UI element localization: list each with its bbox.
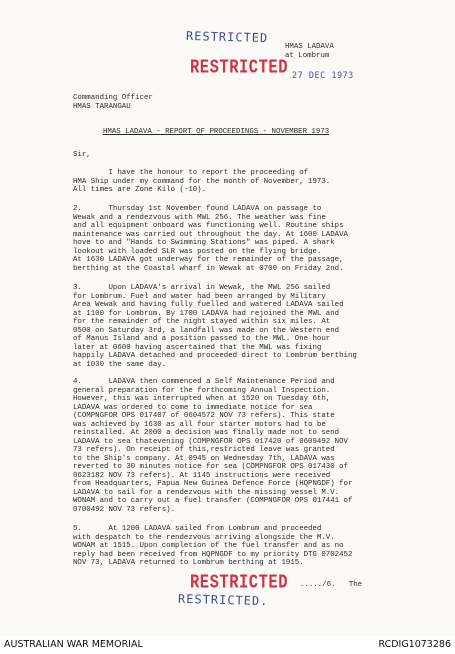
restricted-stamp-bottom-blue: RESTRICTED. [177, 591, 269, 609]
sender-location: at Lombrum [285, 52, 330, 60]
sender-ship: HMAS LADAVA [285, 43, 334, 51]
date-received-stamp: 27 DEC 1973 [292, 71, 354, 81]
paragraph-2: 2. Thursday 1st November found LADAVA on passage to Wewak and a rendezvous with MWL 256. The weather was fine and all equipment onboard was functioning well. Routine ships maintenance was carried out throughout the day. At 1600 LADAVA hove to and "Hands to Swimming Stations" was piped. A shark lookout with loaded SLR was posted on the flying bridge. At 1630 LADAVA got underway for the remainder of the passage, berthing at the Coastal wharf in Wewak at 0700 on Friday 2nd. [73, 205, 348, 273]
restricted-stamp-top-red: RESTRICTED [190, 56, 289, 79]
paragraph-4: 4. LADAVA then commenced a Self Maintenance Period and general preparation for the forthcoming Annual Inspection. However, this was interrupted when at 1520 on Tuesday 6th, LADAVA was ordered to come to immediate notice for sea (COMPNGFOR OPS 017407 of 0604572 NOV 73 refers). This state was achieved by 1630 as all four starter motors had to be reinstalled. At 2000 a decision was finally made not to send LADAVA to sea thatevening (COMPNGFOR OPS 017420 of 0609492 NOV 73 refers). On receipt of this,restricted leave was granted to the Ship's company. At 0945 on Wednesday 7th, LADAVA was reverted to 30 minutes notice for sea (COMPNGFOR OPS 017430 of 0623182 NOV 73 refers). At 1145 instructions were received from Headquarters, Papua New Guinea Defence Force (HQPNGDF) for LADAVA to sail for a rendezvous with the missing vessel M.V. WONAM and to carry out a fuel transfer (COMPNGFOR OPS 017441 of 0700492 NOV 73 refers). [73, 378, 353, 514]
salutation: Sir, [73, 151, 91, 159]
archive-footer [0, 636, 455, 654]
recipient-ship: HMAS TARANGAU [73, 103, 131, 111]
recipient-title: Commanding Officer [73, 94, 153, 102]
report-title: HMAS LADAVA - REPORT OF PROCEEDINGS - NOVEMBER 1973 [103, 128, 330, 136]
paragraph-5: 5. At 1200 LADAVA sailed from Lombrum and proceeded with despatch to the rendezvous arriving alongside the M.V. WONAM at 1515. Upon completion of the fuel transfer and as no reply had been received from HQPNGDF to my priority DTG 0702452 NOV 73, LADAVA returned to Lombrum berthing at 1915. [73, 525, 353, 567]
intro-paragraph: I have the honour to report the proceeding of HMA Ship under my command for the month of November, 1973. All times are Zone Kilo (-10). [73, 169, 331, 194]
restricted-stamp-top-blue: RESTRICTED [185, 28, 269, 46]
restricted-stamp-bottom-red: RESTRICTED [190, 571, 289, 594]
page-continuation: ...../6. The [300, 581, 363, 589]
archive-name: AUSTRALIAN WAR MEMORIAL [4, 639, 143, 650]
record-id: RCDIG1073286 [378, 639, 451, 650]
paragraph-3: 3. Upon LADAVA's arrival in Wewak, the MWL 256 sailed for Lombrum. Fuel and water had been arranged by Military Area Wewak and having fully fuelled and watered LADAVA sailed at 1100 for Lombrum. By 1700 LADAVA had rejoined the MWL and for the remainder of the night stayed within six miles. At 0500 on Saturday 3rd, a landfall was made on the Western end of Manus Island and a position passed to the MWL. One hour later at 0600 having ascertained that the MWL was fixing happily LADAVA detached and proceeded direct to Lombrum berthing at 1030 the same day. [73, 284, 357, 369]
